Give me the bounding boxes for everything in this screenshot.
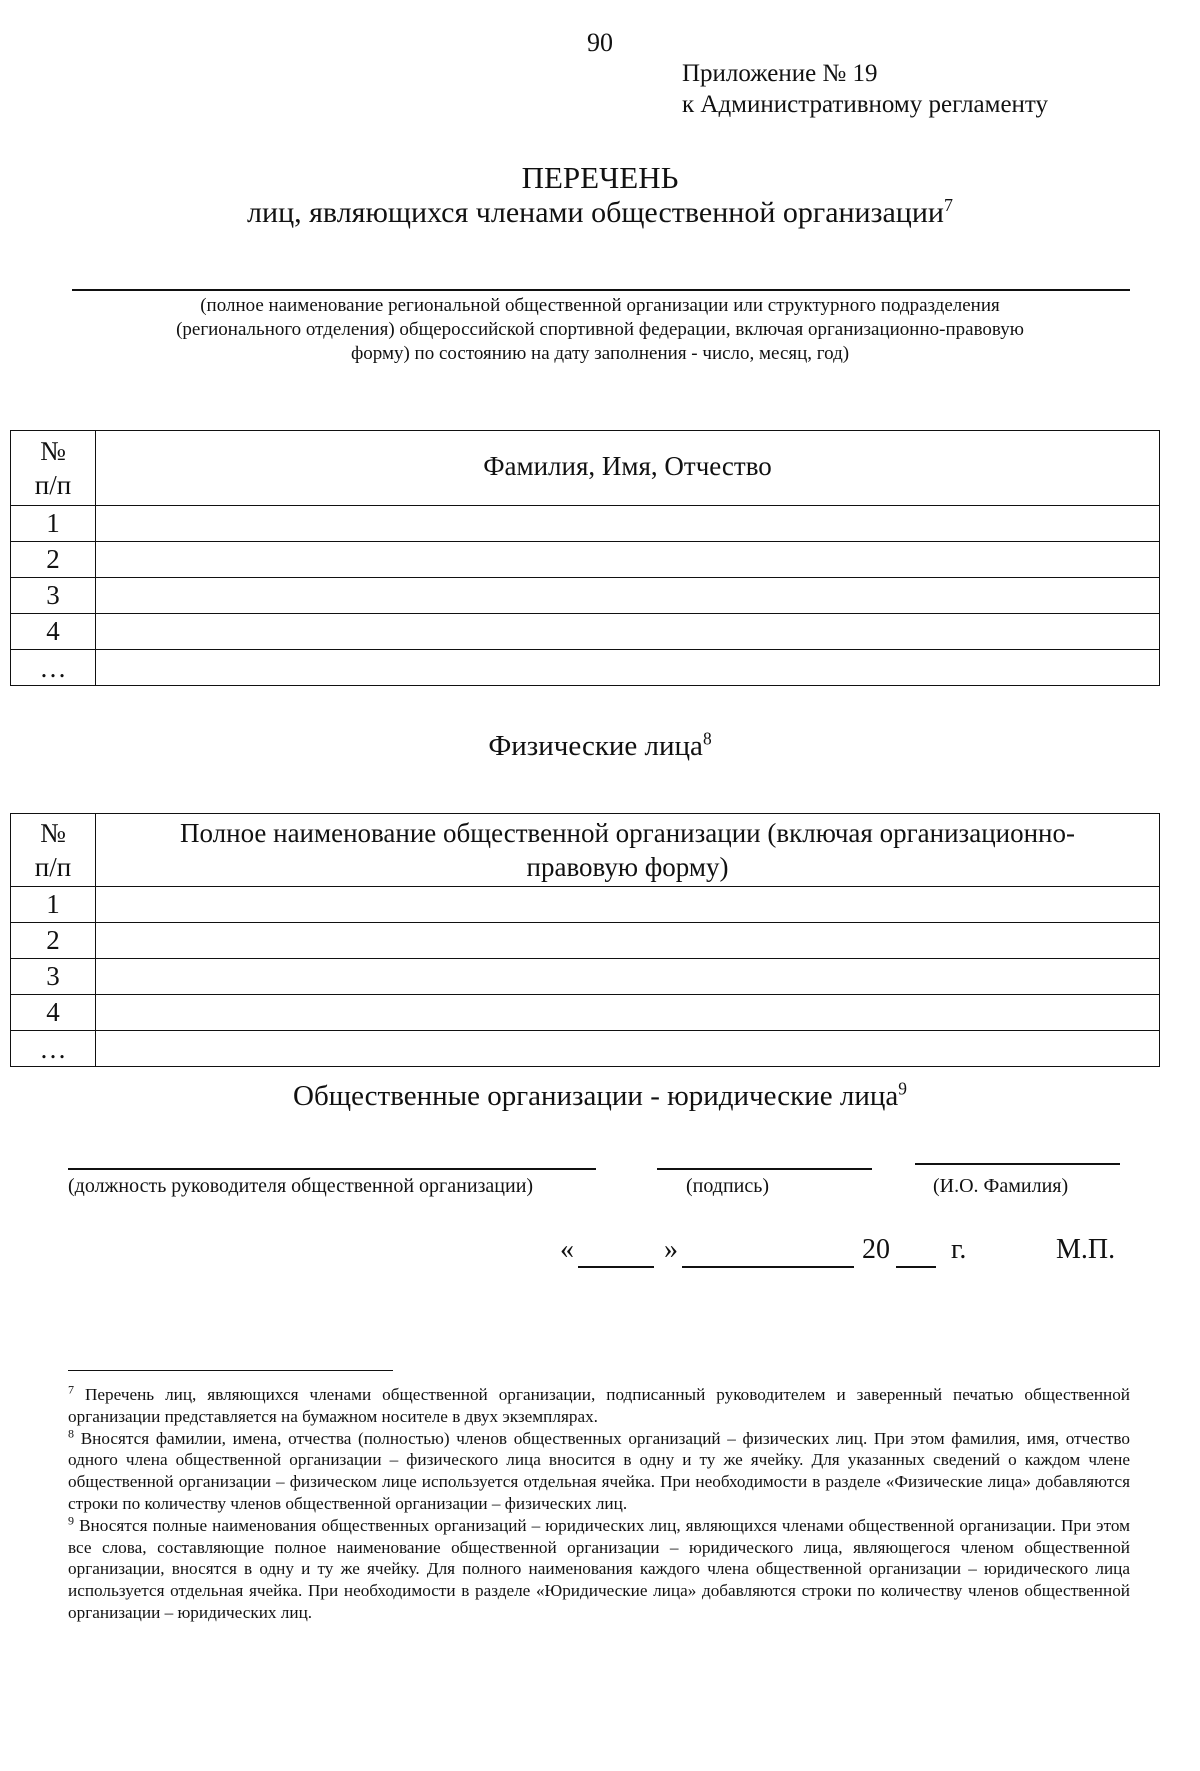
org-caption-line-2: (регионального отделения) общероссийской спортивной федерации, включая организационно-правовую (176, 319, 1024, 340)
org-name-cell[interactable] (96, 959, 1160, 995)
table-row (11, 923, 1160, 959)
footnote-text: Перечень лиц, являющихся членами общественной организации, подписанный руководителем и заверенный печатью общественной организации представляется на бумажном носителе в двух экземплярах. (68, 1385, 1131, 1426)
fullname-cell[interactable] (96, 506, 1160, 542)
footnote-9 (68, 1515, 1130, 1624)
footnote-separator (68, 1370, 393, 1371)
row-number: 1 (11, 506, 96, 542)
table-header-row (11, 431, 1160, 506)
org-name-cell[interactable] (96, 1031, 1160, 1067)
row-number: 4 (11, 614, 96, 650)
fullname-cell[interactable] (96, 650, 1160, 686)
row-number: … (11, 1031, 96, 1067)
org-name-header-line-1: Полное наименование общественной организации (включая организационно- (180, 818, 1075, 848)
number-header-line-1: № (40, 818, 66, 848)
footnote-text: Вносятся полные наименования общественных организаций – юридических лиц, являющихся членами общественной организации. При этом все слова, составляющие полное наименование общественной организации – юридического лица, являющегося членом общественной организации, вносятся в одну и ту же ячейку. Для полного наименования каждого члена общественной организации – юридического лица используется отдельная ячейка. При необходимости в разделе «Юридические лица» добавляются строки по количеству членов общественной организации – юридических лиц. (68, 1515, 1130, 1622)
row-number: 4 (11, 995, 96, 1031)
footnote-7 (68, 1384, 1130, 1428)
table-row (11, 1031, 1160, 1067)
number-header-line-1: № (40, 436, 66, 466)
table-header-number (11, 814, 96, 887)
month-line[interactable] (682, 1266, 854, 1268)
fullname-cell[interactable] (96, 542, 1160, 578)
footnote-ref: 8 (68, 1425, 75, 1440)
section-legal-entities-text: Общественные организации - юридические лица (293, 1080, 899, 1112)
table-row (11, 995, 1160, 1031)
table-header-row (11, 814, 1160, 887)
position-caption: (должность руководителя общественной организации) (68, 1175, 534, 1197)
table-row (11, 542, 1160, 578)
row-number: 3 (11, 578, 96, 614)
annex-reference (682, 58, 1048, 120)
name-caption: (И.О. Фамилия) (933, 1175, 1069, 1197)
members-individuals-table (10, 430, 1160, 686)
row-number: 2 (11, 542, 96, 578)
org-name-cell[interactable] (96, 995, 1160, 1031)
signature-line[interactable] (657, 1168, 872, 1170)
stamp-place: М.П. (1056, 1234, 1116, 1265)
annex-line-2: к Административному регламенту (682, 91, 1049, 118)
date-close-quote: » (664, 1234, 678, 1265)
row-number: 1 (11, 887, 96, 923)
table-row (11, 506, 1160, 542)
table-header-org-name (96, 814, 1160, 887)
fullname-cell[interactable] (96, 614, 1160, 650)
position-line[interactable] (68, 1168, 596, 1170)
subtitle-footnote-ref: 7 (943, 195, 953, 215)
org-caption-line-3: форму) по состоянию на дату заполнения - число, месяц, год) (350, 343, 850, 364)
table-header-number (11, 431, 96, 506)
row-number: 2 (11, 923, 96, 959)
org-name-cell[interactable] (96, 923, 1160, 959)
org-name-cell[interactable] (96, 887, 1160, 923)
footnote-8 (68, 1425, 1131, 1515)
signature-caption: (подпись) (686, 1175, 770, 1197)
table-row (11, 578, 1160, 614)
footnote-ref: 9 (68, 1513, 75, 1528)
year-prefix: 20 (862, 1234, 890, 1265)
year-line[interactable] (896, 1266, 936, 1268)
org-name-caption (70, 294, 1130, 366)
page-number: 90 (587, 28, 613, 57)
table-row (11, 887, 1160, 923)
document-title: ПЕРЕЧЕНЬ (521, 160, 679, 195)
section-individuals-title (0, 730, 1200, 763)
table-row (11, 614, 1160, 650)
footnote-ref: 7 (68, 1382, 75, 1397)
number-header-line-2: п/п (34, 470, 72, 500)
row-number: 3 (11, 959, 96, 995)
fullname-line[interactable] (915, 1163, 1120, 1165)
footnotes (68, 1384, 1130, 1624)
section-legal-entities-footnote-ref: 9 (898, 1078, 907, 1099)
day-line[interactable] (578, 1266, 654, 1268)
section-individuals-footnote-ref: 8 (702, 728, 712, 749)
document-subtitle (0, 196, 1200, 230)
number-header-line-2: п/п (34, 852, 72, 882)
section-legal-entities-title (0, 1080, 1200, 1113)
fullname-cell[interactable] (96, 578, 1160, 614)
year-suffix: г. (951, 1234, 967, 1265)
org-name-line[interactable] (72, 289, 1130, 291)
members-legal-entities-table (10, 813, 1160, 1067)
annex-line-1: Приложение № 19 (682, 60, 878, 87)
footnote-text: Вносятся фамилии, имена, отчества (полностью) членов общественных организаций – физических лиц. При этом фамилия, имя, отчество одного члена общественной организации – физического лица вносится в одну и ту же ячейку. Для указанных сведений о каждом члене общественной организации – физическом лице используется отдельная ячейка. При необходимости в разделе «Физические лица» добавляются строки по количеству членов общественной организации – физических лиц. (68, 1428, 1131, 1513)
table-header-fullname: Фамилия, Имя, Отчество (96, 431, 1160, 506)
table-row (11, 959, 1160, 995)
table-row (11, 650, 1160, 686)
row-number: … (11, 650, 96, 686)
org-name-header-line-2: правовую форму) (526, 852, 729, 882)
subtitle-text: лиц, являющихся членами общественной организации (247, 196, 944, 229)
section-individuals-text: Физические лица (488, 730, 703, 762)
org-caption-line-1: (полное наименование региональной общественной организации или структурного подразделения (200, 295, 1000, 316)
date-open-quote: « (560, 1234, 574, 1265)
